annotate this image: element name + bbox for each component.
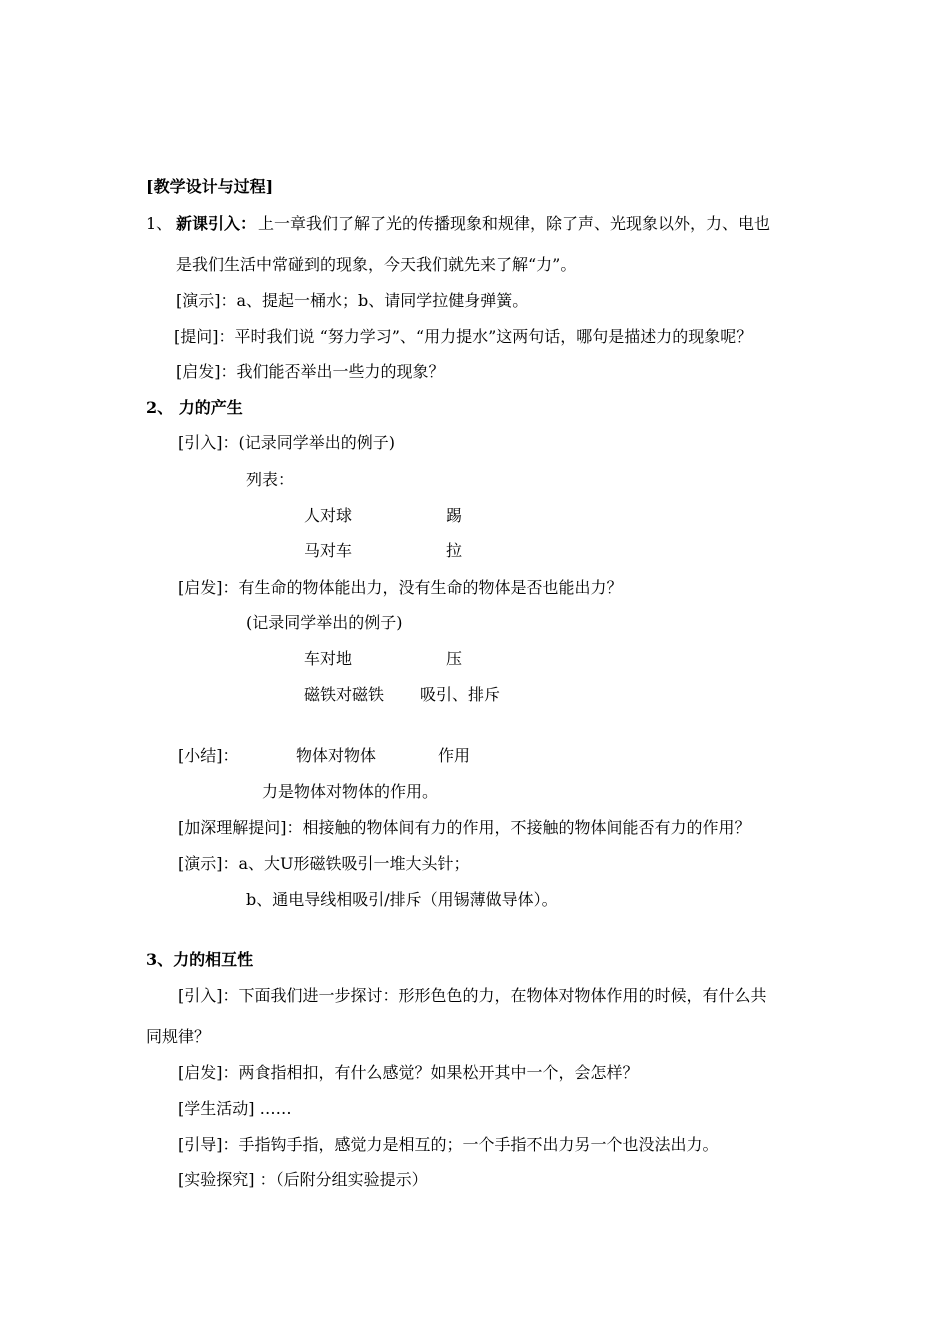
list-item-pair: 磁铁对磁铁 <box>304 685 385 704</box>
s2-demo-a: [演示]：a、大U形磁铁吸引一堆大头针； <box>178 854 470 873</box>
s2-demo-b: b、通电导线相吸引/排斥（用锡薄做导体）。 <box>246 890 558 909</box>
s3-experiment: [实验探究] ：（后附分组实验提示） <box>178 1170 428 1189</box>
s2-summary-pair: 物体对物体 <box>296 746 377 765</box>
list-item-action: 压 <box>446 649 463 668</box>
s1-inspire: [启发]：我们能否举出一些力的现象？ <box>176 362 445 381</box>
s1-label: 新课引入： <box>176 214 257 233</box>
list-item-pair: 马对车 <box>304 541 353 560</box>
s1-number: 1、 <box>146 214 173 233</box>
s3-inspire: [启发]：两食指相扣，有什么感觉？如果松开其中一个，会怎样？ <box>178 1063 639 1082</box>
section-title: [教学设计与过程] <box>146 177 274 196</box>
s2-intro: [引入]：(记录同学举出的例子) <box>178 433 395 452</box>
s2-heading: 2、 力的产生 <box>146 398 243 417</box>
list-item-action: 踢 <box>446 506 463 525</box>
s2-definition: 力是物体对物体的作用。 <box>262 782 439 801</box>
s1-question: [提问]：平时我们说 “努力学习”、“用力提水”这两句话，哪句是描述力的现象呢？ <box>174 327 753 346</box>
list-item-action: 吸引、排斥 <box>420 685 501 704</box>
s2-list-label: 列表： <box>246 470 295 489</box>
s2-summary-label: [小结]： <box>178 746 239 765</box>
s2-deep-question: [加深理解提问]：相接触的物体间有力的作用，不接触的物体间能否有力的作用？ <box>178 818 751 837</box>
s3-activity: [学生活动] …… <box>178 1099 292 1118</box>
list-item-pair: 人对球 <box>304 506 353 525</box>
s2-summary-action: 作用 <box>438 746 471 765</box>
s3-intro-line1: [引入]：下面我们进一步探讨：形形色色的力，在物体对物体作用的时候，有什么共 <box>178 986 767 1005</box>
s1-text-line1: 上一章我们了解了光的传播现象和规律，除了声、光现象以外，力、电也 <box>258 214 771 233</box>
s2-record: (记录同学举出的例子) <box>246 613 403 632</box>
list-item-pair: 车对地 <box>304 649 353 668</box>
s3-guide: [引导]：手指钩手指，感觉力是相互的；一个手指不出力另一个也没法出力。 <box>178 1135 719 1154</box>
s3-heading: 3、力的相互性 <box>146 950 254 969</box>
s1-demo: [演示]：a、提起一桶水；b、请同学拉健身弹簧。 <box>176 291 529 310</box>
s3-intro-line2: 同规律？ <box>146 1027 211 1046</box>
list-item-action: 拉 <box>446 541 463 560</box>
s1-text-line2: 是我们生活中常碰到的现象，今天我们就先来了解“力”。 <box>176 255 577 274</box>
s2-inspire: [启发]：有生命的物体能出力，没有生命的物体是否也能出力？ <box>178 578 623 597</box>
